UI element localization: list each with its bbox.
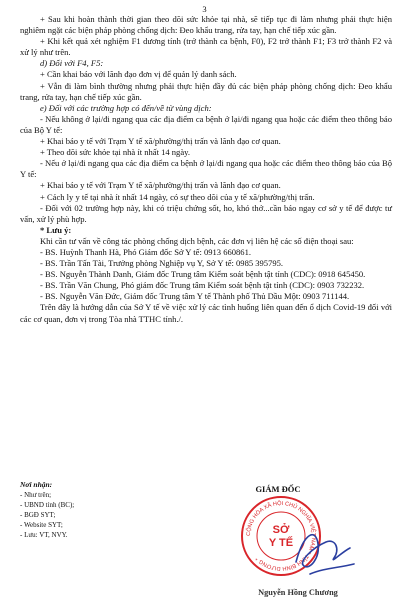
paragraph: + Cách ly y tế tại nhà ít nhất 14 ngày, có sự theo dõi của y tế xã/phường/thị trấn. <box>40 191 315 202</box>
paragraph: + Sau khi hoàn thành thời gian theo dõi sức khỏe tại nhà, sẽ tiếp tục đi làm nhưng phải thực hiện nghiêm ngặt các biện pháp phòng chống dịch: Đeo khẩu trang, rửa tay, hạn chế tiếp xúc gần. <box>20 14 392 36</box>
paragraph: * Lưu ý: <box>40 224 72 235</box>
recipients-header: Nơi nhận: <box>20 480 53 489</box>
paragraph: Khi cần tư vấn về công tác phòng chống dịch bệnh, các đơn vị liên hệ các số điện thoại sau: <box>40 235 354 246</box>
recipient-item: - BGĐ SYT; <box>20 511 56 519</box>
recipient-item: - UBND tỉnh (BC); <box>20 501 75 509</box>
signer-name: Nguyễn Hồng Chương <box>258 588 338 597</box>
paragraph: - BS. Trần Văn Chung, Phó giám đốc Trung tâm Kiểm soát bệnh tật tỉnh (CDC): 0903 732232. <box>40 280 365 291</box>
paragraph: e) Đối với các trường hợp có đến/về từ vùng dịch: <box>40 102 212 113</box>
page-number: 3 <box>202 4 207 14</box>
svg-text:SỞ: SỞ <box>272 524 290 536</box>
recipients-list <box>20 480 190 540</box>
director-title: GIÁM ĐỐC <box>255 484 301 494</box>
paragraph: - BS. Nguyễn Thành Danh, Giám đốc Trung tâm Kiểm soát bệnh tật tỉnh (CDC): 0918 645450. <box>40 269 366 280</box>
paragraph: + Khai báo y tế với Trạm Y tế xã/phường/thị trấn và lãnh đạo cơ quan. <box>40 136 281 147</box>
paragraph: + Theo dõi sức khỏe tại nhà ít nhất 14 ngày. <box>40 147 190 158</box>
document-body <box>20 14 392 325</box>
paragraph: d) Đối với F4, F5: <box>40 58 104 69</box>
paragraph: - BS. Trần Tấn Tài, Trưởng phòng Nghiệp vụ Y, Sở Y tế: 0985 395795. <box>40 258 284 269</box>
recipient-item: - Lưu: VT, NVY. <box>20 531 68 539</box>
paragraph: - BS. Nguyễn Văn Đức, Giám đốc Trung tâm Y tế Thành phố Thủ Dầu Một: 0903 711144. <box>40 291 350 302</box>
paragraph: - Nếu ở lại/đi ngang qua các địa điểm ca bệnh ở lại/đi ngang qua hoặc các điểm theo thông báo của Bộ Y tế: <box>20 158 392 180</box>
recipient-item: - Như trên; <box>20 491 52 499</box>
paragraph: Trên đây là hướng dẫn của Sở Y tế về việc xử lý các tình huống liên quan đến ổ dịch Covid-19 đối với các cơ quan, đơn vị trong Tòa nhà TTHC tỉnh./. <box>20 302 392 324</box>
signature-block <box>20 480 392 600</box>
svg-text:Y TẾ: Y TẾ <box>268 537 294 549</box>
paragraph: + Cần khai báo với lãnh đạo đơn vị để quản lý danh sách. <box>40 69 237 80</box>
paragraph: + Khai báo y tế với Trạm Y tế xã/phường/thị trấn và lãnh đạo cơ quan. <box>40 180 281 191</box>
paragraph: + Vẫn đi làm bình thường nhưng phải thực hiện đầy đủ các biện pháp phòng chống dịch: Đeo khẩu trang, rửa tay, hạn chế tiếp xúc gần. <box>20 80 392 102</box>
paragraph: - BS. Huỳnh Thanh Hà, Phó Giám đốc Sở Y tế: 0913 660861. <box>40 246 251 257</box>
svg-text:CỘNG HÒA XÃ HỘI CHỦ NGHĨA VIỆT: CỘNG HÒA XÃ HỘI CHỦ NGHĨA VIỆT NAM * TỈNH BÌNH DƯƠNG * <box>245 500 317 572</box>
paragraph: + Khi kết quả xét nghiệm F1 dương tính (trở thành ca bệnh, F0), F2 trở thành F1; F3 trở thành F2 và xử lý như trên. <box>20 36 392 58</box>
recipient-item: - Website SYT; <box>20 521 63 529</box>
paragraph: - Đối với 02 trường hợp này, khi có triệu chứng sốt, ho, khó thở...cần báo ngay cơ sở y tế để được tư vấn, xử lý phù hợp. <box>20 202 392 224</box>
paragraph: - Nếu không ở lại/đi ngang qua các địa điểm ca bệnh ở lại/đi ngang qua hoặc các điểm theo thông báo của Bộ Y tế: <box>20 113 392 135</box>
handwritten-signature <box>290 522 360 582</box>
